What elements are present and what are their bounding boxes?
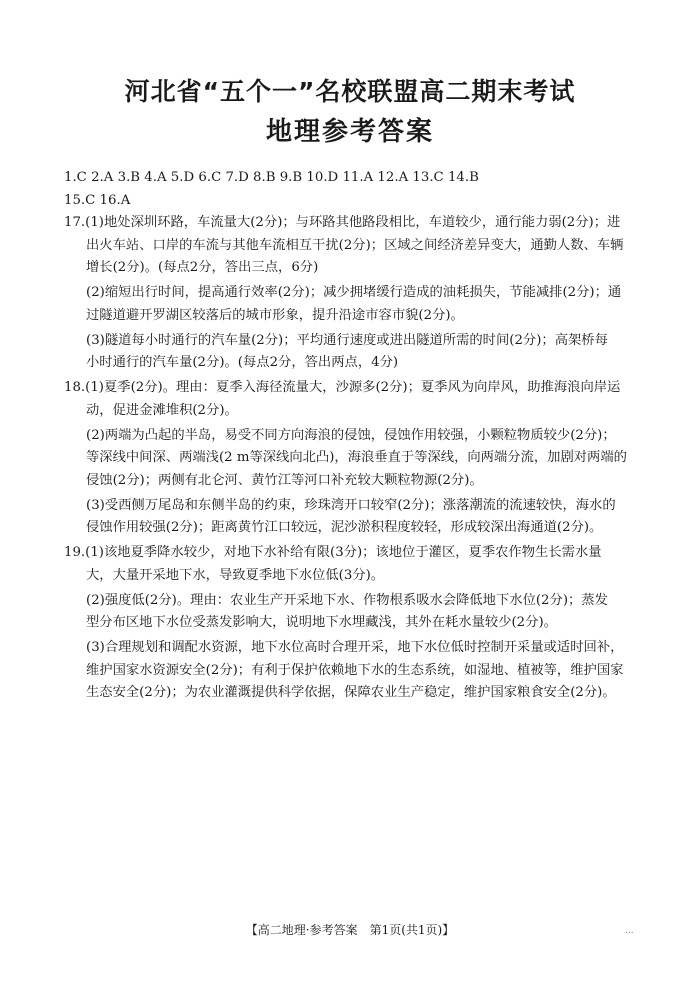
- q19-line: 维护国家水资源安全(2分)；有利于保护依赖地下水的生态系统，如湿地、植被等，维护国家: [86, 662, 624, 678]
- q18-line: 18.(1)夏季(2分)。理由：夏季入海径流量大，沙源多(2分)；夏季风为向岸风，助推海浪向岸运: [64, 380, 621, 395]
- q17-line: (3)隧道每小时通行的汽车量(2分)；平均通行速度或进出隧道所需的时间(2分)；高架桥每: [86, 332, 608, 348]
- q18-line: (3)受西侧万尾岛和东侧半岛的约束，珍珠湾开口较窄(2分)；涨落潮流的流速较快，海水的: [86, 497, 616, 513]
- q18-line: 动，促进金滩堆积(2分)。: [86, 402, 238, 418]
- corner-mark: ...: [625, 926, 634, 936]
- q18-line: 侵蚀(2分)；两侧有北仑河、黄竹江等河口补充较大颗粒物源(2分)。: [86, 472, 483, 488]
- question-17-block: [64, 212, 644, 375]
- answer-body: [64, 167, 644, 705]
- page-footer: 【高二地理·参考答案 第1页(共1页)】: [245, 923, 455, 937]
- q19-line: 生态安全(2分)；为农业灌溉提供科学依据，保障农业生产稳定，维护国家粮食安全(2分)。: [86, 685, 616, 700]
- q19-line: (3)合理规划和调配水资源，地下水位高时合理开采，地下水位低时控制开采量或适时回补，: [86, 640, 624, 655]
- q18-line: (2)两端为凸起的半岛，易受不同方向海浪的侵蚀，侵蚀作用较强，小颗粒物质较少(2分)；: [86, 427, 616, 443]
- question-19-block: [64, 542, 644, 705]
- q17-line: 增长(2分)。(每点2分，答出三点，6分): [86, 260, 319, 275]
- q19-line: (2)强度低(2分)。理由：农业生产开采地下水、作物根系吸水会降低地下水位(2分)；蒸发: [86, 592, 608, 608]
- q17-line: (2)缩短出行时间，提高通行效率(2分)；减少拥堵缓行造成的油耗损失，节能减排(2分)；通: [86, 285, 622, 300]
- q19-line: 型分布区地下水位受蒸发影响大，说明地下水埋藏浅，其外在耗水量较少(2分)。: [86, 615, 557, 630]
- choice-answers-line-1: 1.C 2.A 3.B 4.A 5.D 6.C 7.D 8.B 9.B 10.D 11.A 12.A 13.C 14.B: [64, 170, 479, 185]
- choice-answers-line-2: 15.C 16.A: [64, 192, 131, 208]
- q18-line: 侵蚀作用较强(2分)；距离黄竹江口较远，泥沙淤积程度较轻，形成较深出海通道(2分)。: [86, 520, 603, 535]
- q17-line: 17.(1)地处深圳环路，车流量大(2分)；与环路其他路段相比，车道较少，通行能力弱(2分)；进: [64, 215, 621, 230]
- q19-line: 19.(1)该地夏季降水较少，对地下水补给有限(3分)；该地位于灌区，夏季农作物生长需水量: [64, 545, 602, 560]
- q17-line: 出火车站、口岸的车流与其他车流相互干扰(2分)；区域之间经济差异变大，通勤人数、车辆: [86, 237, 624, 253]
- exam-title: 河北省“五个一”名校联盟高二期末考试: [124, 77, 576, 106]
- q17-line: 小时通行的汽车量(2分)。(每点2分，答出两点，4分): [86, 355, 399, 370]
- q18-line: 等深线中间深、两端浅(2 m等深线向北凸)，海浪垂直于等深线，向两端分流，加剧对两端的: [86, 450, 627, 465]
- question-18-block: [64, 377, 644, 540]
- q19-line: 大，大量开采地下水，导致夏季地下水位低(3分)。: [86, 567, 385, 583]
- q17-line: 过隧道避开罗湖区较落后的城市形象，提升沿途市容市貌(2分)。: [86, 307, 464, 323]
- document-subtitle: 地理参考答案: [265, 117, 434, 147]
